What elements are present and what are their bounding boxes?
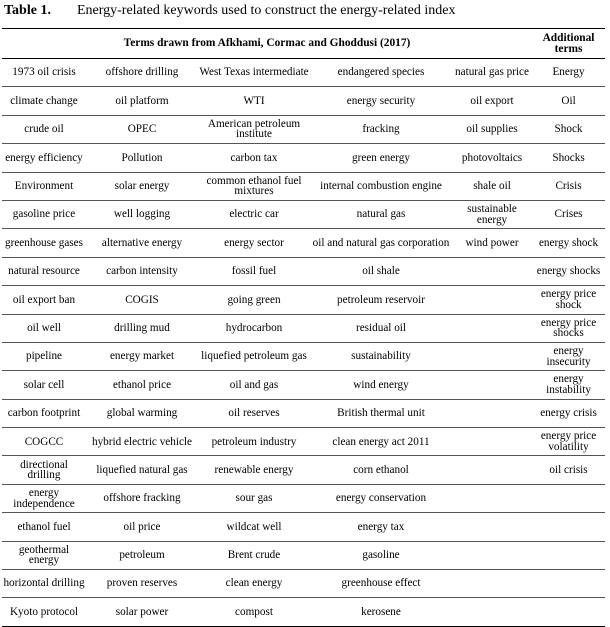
table-row <box>2 598 605 626</box>
table-row <box>2 59 605 87</box>
table-cell: kerosene <box>361 605 401 618</box>
table-cell: West Texas intermediate <box>199 66 309 79</box>
table-cell: energy tax <box>357 520 405 533</box>
table-cell <box>532 598 605 626</box>
table-cell: energy instability <box>546 373 591 396</box>
table-cell <box>452 456 532 484</box>
table-cell: sustainability <box>351 350 411 363</box>
table-cell: clean energy act 2011 <box>332 435 430 448</box>
table-cell: carbon footprint <box>7 407 81 420</box>
table-cell: oil well <box>27 321 61 334</box>
table-cell: Shock <box>554 123 583 136</box>
table-cell <box>532 513 605 541</box>
table-cell: energy efficiency <box>5 151 83 164</box>
table-cell <box>532 484 605 512</box>
table-cell: solar energy <box>114 180 170 192</box>
table-cell: pipeline <box>25 350 63 363</box>
table-title: Energy-related keywords used to construct the energy-related index <box>76 3 456 18</box>
table-cell: shale oil <box>473 180 511 192</box>
table-cell: energy shock <box>538 236 599 249</box>
table-cell: oil reserves <box>228 407 280 420</box>
table-cell: renewable energy <box>214 463 294 476</box>
table-cell: solar cell <box>23 378 65 391</box>
table-row <box>2 144 605 172</box>
table-cell: clean energy <box>225 577 283 590</box>
table-cell: Brent crude <box>227 549 281 562</box>
table-cell: offshore drilling <box>105 66 179 79</box>
table-row <box>2 200 605 228</box>
table-cell: Crises <box>554 208 583 221</box>
table-cell: Pollution <box>121 151 163 164</box>
table-cell: internal combustion engine <box>320 180 442 192</box>
table-row <box>2 257 605 285</box>
table-cell: carbon intensity <box>106 265 178 278</box>
table-cell: oil export ban <box>12 293 76 306</box>
table-cell <box>452 286 532 314</box>
table-cell: alternative energy <box>101 236 183 249</box>
table-cell: gasoline <box>362 549 400 562</box>
table-cell: Shocks <box>552 151 585 164</box>
table-cell: sour gas <box>235 492 273 505</box>
table-cell: photovoltaics <box>461 151 523 164</box>
table-cell: natural gas <box>356 208 406 221</box>
table-row <box>2 87 605 115</box>
table-cell: going green <box>227 293 281 306</box>
table-cell: hydrocarbon <box>225 321 283 334</box>
table-cell: energy independence <box>13 487 75 510</box>
table-cell: fossil fuel <box>231 265 277 278</box>
table-cell <box>452 484 532 512</box>
table-cell: energy conservation <box>335 492 427 505</box>
table-cell: residual oil <box>355 321 407 334</box>
table-cell <box>532 541 605 569</box>
table-cell <box>452 428 532 456</box>
table-cell: offshore fracking <box>103 492 181 505</box>
table-cell: OPEC <box>127 123 157 136</box>
table-cell: oil and gas <box>229 378 279 391</box>
table-cell: Crisis <box>555 180 582 192</box>
table-cell: ethanol fuel <box>17 520 71 533</box>
table-cell: British thermal unit <box>337 407 425 420</box>
table-cell: natural resource <box>8 265 80 278</box>
table-cell <box>452 399 532 427</box>
table-cell: compost <box>235 605 273 618</box>
table-cell: Oil <box>561 94 576 107</box>
table-cell: energy sector <box>224 236 284 249</box>
table-cell: hybrid electric vehicle <box>91 435 192 448</box>
table-cell: petroleum <box>119 549 165 562</box>
table-cell <box>452 541 532 569</box>
table-row <box>2 541 605 569</box>
table-cell: wind power <box>465 236 519 249</box>
table-cell: sustainable energy <box>467 203 517 226</box>
table-cell: climate change <box>10 94 78 107</box>
table-row <box>2 115 605 143</box>
table-cell: COGCC <box>24 435 64 448</box>
table-cell: American petroleum institute <box>207 117 301 141</box>
table-cell: corn ethanol <box>353 463 409 476</box>
table-header-row <box>2 29 605 59</box>
table-cell: solar power <box>115 605 169 618</box>
table-cell: oil shale <box>362 265 400 278</box>
table-cell <box>452 570 532 598</box>
table-cell: energy market <box>109 350 175 363</box>
table-cell: energy price volatility <box>540 430 597 453</box>
table-cell: directional drilling <box>20 458 68 482</box>
table-row <box>2 229 605 257</box>
table-cell: endangered species <box>337 66 425 79</box>
table-row <box>2 570 605 598</box>
keywords-table <box>2 28 605 627</box>
table-cell: crude oil <box>24 123 64 136</box>
table-caption <box>4 3 455 19</box>
table-cell: liquefied petroleum gas <box>201 350 307 363</box>
table-cell: energy security <box>346 94 416 107</box>
table-cell <box>452 598 532 626</box>
table-cell: oil export <box>470 94 514 107</box>
table-cell: energy price shocks <box>540 316 597 340</box>
table-cell: wind energy <box>353 378 409 391</box>
table-cell: proven reserves <box>106 577 178 590</box>
table-row <box>2 484 605 512</box>
table-cell <box>452 513 532 541</box>
table-cell: common ethanol fuel mixtures <box>206 174 302 198</box>
table-cell: natural gas price <box>455 66 529 79</box>
table-cell: oil price <box>123 520 161 533</box>
table-row <box>2 513 605 541</box>
table-cell <box>452 257 532 285</box>
table-cell: well logging <box>113 208 171 221</box>
table-body <box>2 59 605 627</box>
table-cell: oil and natural gas corporation <box>312 236 450 249</box>
table-cell: green energy <box>352 151 410 164</box>
table-row <box>2 172 605 200</box>
table-row <box>2 456 605 484</box>
table-row <box>2 371 605 399</box>
table-cell <box>452 371 532 399</box>
table-cell <box>452 314 532 342</box>
table-cell: carbon tax <box>230 151 278 164</box>
table-cell: oil supplies <box>466 123 518 136</box>
table-cell: petroleum reservoir <box>337 293 425 306</box>
table-cell: 1973 oil crisis <box>12 66 76 79</box>
table-cell: gasoline price <box>12 208 76 221</box>
table-cell: energy shocks <box>536 265 601 278</box>
table-cell: fracking <box>362 123 400 136</box>
table-row <box>2 342 605 370</box>
table-row <box>2 286 605 314</box>
table-row <box>2 428 605 456</box>
table-cell: oil platform <box>115 94 169 107</box>
table-cell: energy price shock <box>540 288 597 311</box>
table-cell: drilling mud <box>114 321 170 334</box>
table-cell <box>452 342 532 370</box>
table-cell: WTI <box>243 94 265 107</box>
table-row <box>2 399 605 427</box>
table-cell <box>532 570 605 598</box>
table-cell: wildcat well <box>226 520 282 533</box>
table-cell: greenhouse effect <box>341 577 421 590</box>
table-cell: Energy <box>552 66 585 79</box>
table-cell: oil crisis <box>549 463 588 476</box>
table-cell: petroleum industry <box>211 435 297 448</box>
table-cell: ethanol price <box>112 378 172 391</box>
header-additional-terms: Additional terms <box>542 32 595 55</box>
table-cell: liquefied natural gas <box>96 463 188 476</box>
table-cell: energy insecurity <box>546 345 591 368</box>
table-row <box>2 314 605 342</box>
table-cell: COGIS <box>125 293 159 306</box>
table-cell: greenhouse gases <box>5 236 83 249</box>
table-cell: electric car <box>229 208 279 221</box>
table-cell: Environment <box>14 180 74 192</box>
header-source-terms: Terms drawn from Afkhami, Cormac and Ghoddusi (2017) <box>123 37 411 50</box>
table-label: Table 1. <box>4 3 51 18</box>
table-cell: global warming <box>106 407 178 420</box>
table-cell: geothermal energy <box>18 543 70 567</box>
table-cell: energy crisis <box>540 407 597 420</box>
table-cell: horizontal drilling <box>3 577 85 590</box>
table-cell: Kyoto protocol <box>9 605 79 618</box>
